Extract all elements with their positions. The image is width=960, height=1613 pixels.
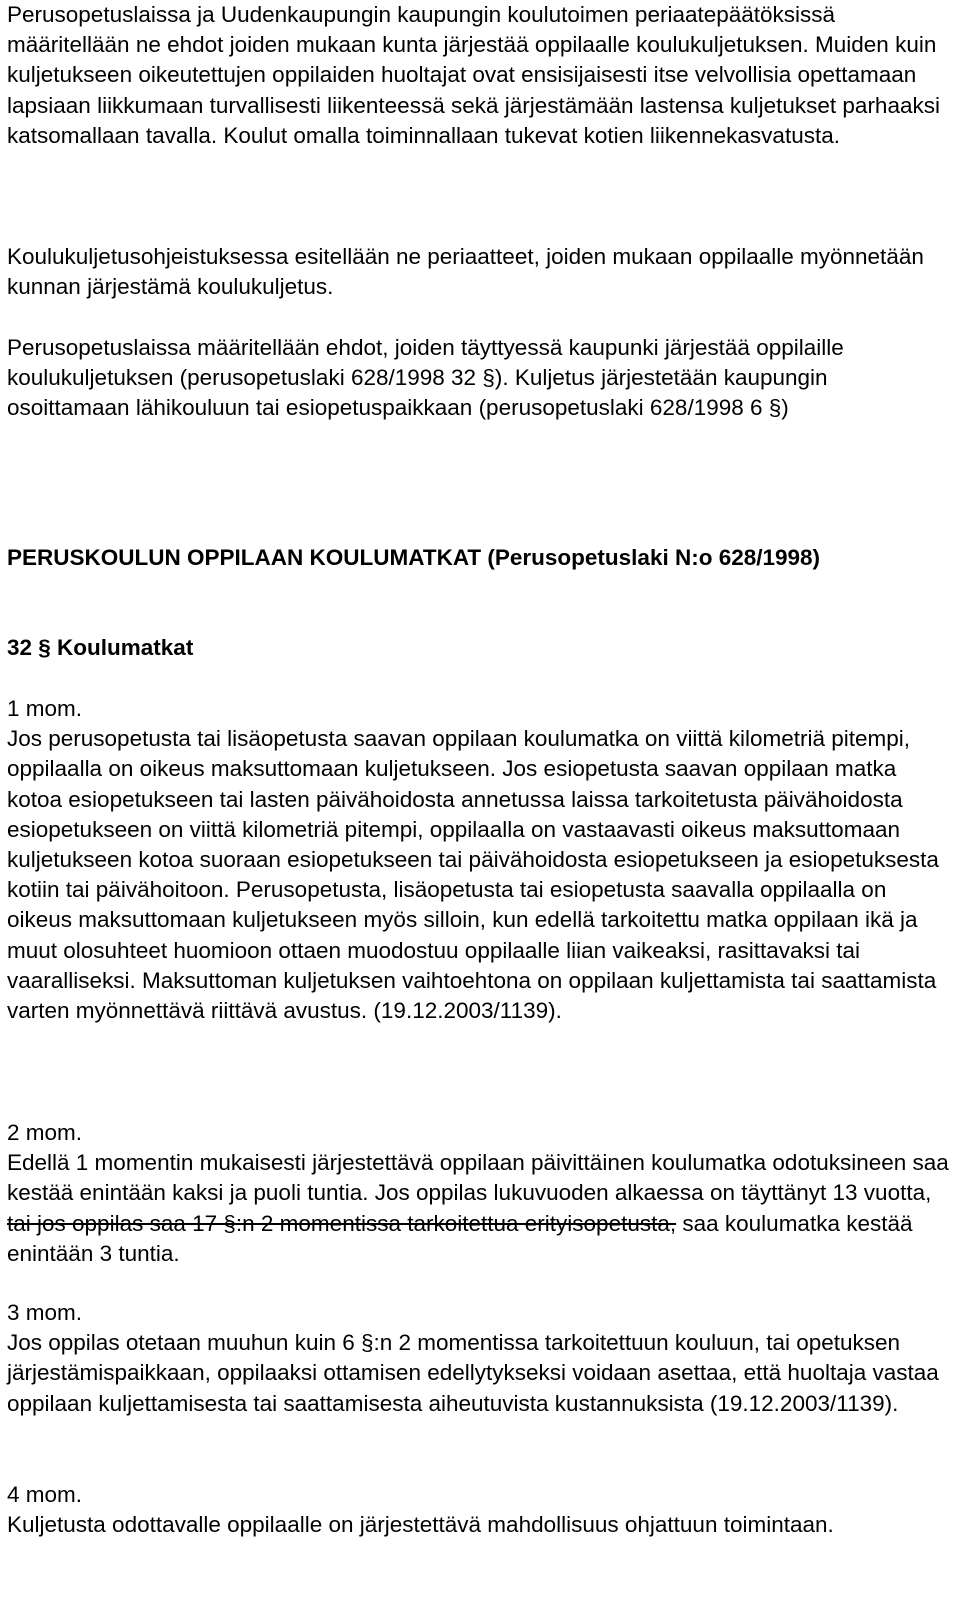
- moment-3: [7, 1298, 952, 1419]
- moment-2-text-before: Edellä 1 momentin mukaisesti järjestettävä oppilaan päivittäinen koulumatka odotuksineen saa kestää enintään kaksi ja puoli tuntia. Jos oppilas lukuvuoden alkaessa on täyttänyt 13 vuotta,: [7, 1150, 949, 1206]
- moment-2-text-after: saa koulumatka kestää enintään 3 tuntia.: [7, 1210, 913, 1266]
- section-title: 32 § Koulumatkat: [7, 635, 194, 660]
- moment-1-text: Jos perusopetusta tai lisäopetusta saavan oppilaan koulumatka on viittä kilometriä pitempi, oppilaalla on oikeus maksuttomaan kuljetukseen. Jos esiopetusta saavan oppilaan matka kotoa esiopetukseen tai lasten päivähoidosta annetussa laissa tarkoitetusta päivähoidosta esiopetukseen on viittä kilometriä pitempi, oppilaalla on vastaavasti oikeus maksuttomaan kuljetukseen kotoa suoraan esiopetukseen tai päivähoidosta esiopetukseen ja esiopetuksesta kotiin tai päivähoitoon. Perusopetusta, lisäopetusta tai esiopetusta saavalla oppilaalla on oikeus maksuttomaan kuljetukseen myös silloin, kun edellä tarkoitettu matka oppilaan ikä ja muut olosuhteet huomioon ottaen muodostuu oppilaalle liian vaikeaksi, rasittavaksi tai vaaralliseksi. Maksuttoman kuljetuksen vaihtoehtona on oppilaan kuljettamista tai saattamista varten myönnettävä riittävä avustus. (19.12.2003/1139).: [7, 726, 939, 1024]
- moment-3-label: 3 mom.: [7, 1300, 83, 1325]
- moment-4-text: Kuljetusta odottavalle oppilaalle on järjestettävä mahdollisuus ohjattuun toimintaan.: [7, 1512, 834, 1538]
- moment-4: [7, 1480, 834, 1540]
- moment-2-label: 2 mom.: [7, 1120, 83, 1145]
- moment-4-label: 4 mom.: [7, 1482, 83, 1507]
- moment-2: [7, 1118, 952, 1269]
- law-conditions-paragraph: Perusopetuslaissa määritellään ehdot, joiden täyttyessä kaupunki järjestää oppilaille koulukuljetuksen (perusopetuslaki 628/1998 32 §). Kuljetus järjestetään kaupungin osoittamaan lähikouluun tai esiopetuspaikkaan (perusopetuslaki 628/1998 6 §): [7, 335, 844, 421]
- moment-3-text: Jos oppilas otetaan muuhun kuin 6 §:n 2 momentissa tarkoitettuun kouluun, tai opetuksen järjestämispaikkaan, oppilaaksi ottamisen edellytykseksi voidaan asettaa, että huoltaja vastaa oppilaan kuljettamisesta tai saattamisesta aiheutuvista kustannuksista (19.12.2003/1139).: [7, 1330, 939, 1416]
- moment-1: [7, 694, 952, 1026]
- moment-1-label: 1 mom.: [7, 696, 83, 721]
- law-heading: PERUSKOULUN OPPILAAN KOULUMATKAT (Perusopetuslaki N:o 628/1998): [7, 545, 821, 570]
- transport-guidance-paragraph: Koulukuljetusohjeistuksessa esitellään ne periaatteet, joiden mukaan oppilaalle myönnetään kunnan järjestämä koulukuljetus.: [7, 244, 924, 300]
- moment-2-struck-text: tai jos oppilas saa 17 §:n 2 momentissa tarkoitettua erityisopetusta,: [7, 1210, 677, 1236]
- moment-2-text: [7, 1148, 952, 1269]
- intro-paragraph: Perusopetuslaissa ja Uudenkaupungin kaupungin koulutoimen periaatepäätöksissä määritellään ne ehdot joiden mukaan kunta järjestää oppilaalle koulukuljetuksen. Muiden kuin kuljetukseen oikeutettujen oppilaiden huoltajat ovat ensisijaisesti itse velvollisia opettamaan lapsiaan liikkumaan turvallisesti liikenteessä sekä järjestämään lastensa kuljetukset parhaaksi katsomallaan tavalla. Koulut omalla toiminnallaan tukevat kotien liikennekasvatusta.: [7, 2, 940, 148]
